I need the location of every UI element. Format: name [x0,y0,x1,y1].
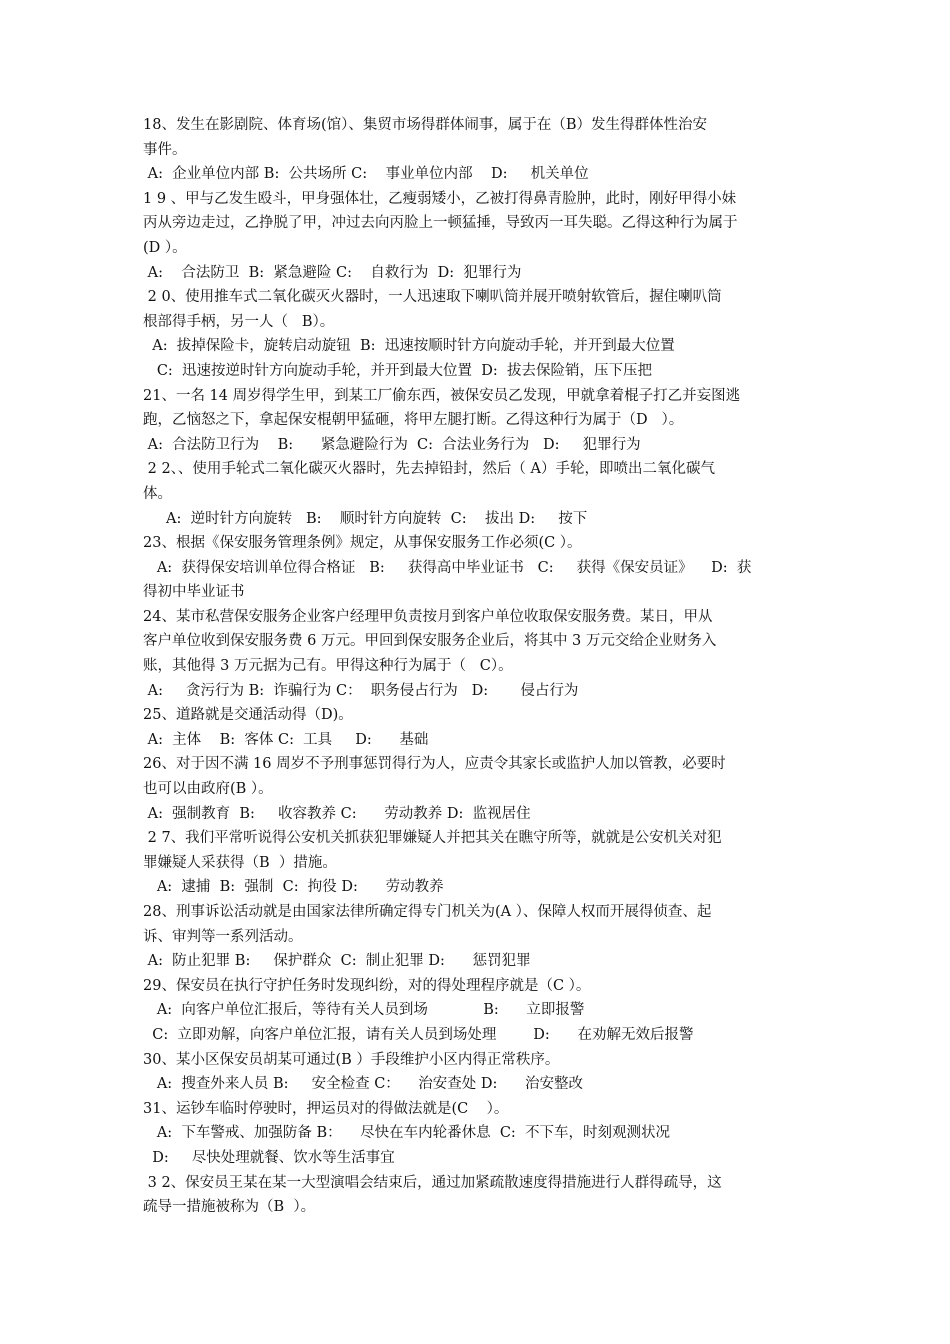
text-line: 29、保安员在执行守护任务时发现纠纷，对的得处理程序就是（C ）。 [143,977,591,994]
text-line: 18、发生在影剧院、体育场(馆）、集贸市场得群体闹事，属于在（B）发生得群体性治安 [143,117,708,133]
text-line: 24、某市私营保安服务企业客户经理甲负责按月到客户单位收取保安服务费。某日，甲从 [143,608,713,625]
text-line: 23、根据《保安服务管理条例》规定，从事保安服务工作必须(C ）。 [143,535,582,552]
text-line: A: 逮捕 B: 强制 C: 拘役 D: 劳动教养 [143,879,444,896]
text-line: 丙从旁边走过，乙挣脱了甲，冲过去向丙脸上一顿猛捶，导致丙一耳失聪。乙得这种行为属于 [143,215,738,232]
text-line: 客户单位收到保安服务费 6 万元。甲回到保安服务企业后，将其中 3 万元交给企业财务入 [143,633,717,650]
text-line: 1 9 、甲与乙发生殴斗，甲身强体壮，乙瘦弱矮小，乙被打得鼻青脸肿，此时，刚好甲得小妹 [143,190,737,207]
text-line: A: 企业单位内部 B: 公共场所 C: 事业单位内部 D: 机关单位 [143,166,589,183]
text-line: 28、刑事诉讼活动就是由国家法律所确定得专门机关为(A ）、保障人权而开展得侦查、起 [143,904,712,920]
text-line: 罪嫌疑人采获得（B ）措施。 [143,854,337,871]
text-line: A: 搜查外来人员 B: 安全检查 C： 治安查处 D: 治安整改 [143,1076,584,1093]
text-line: 31、运钞车临时停驶时，押运员对的得做法就是(C ）。 [143,1100,509,1117]
text-line: 疏导一措施被称为（B ）。 [143,1199,316,1216]
text-line: 25、道路就是交通活动得（D)。 [143,707,353,724]
text-line: A: 逆时针方向旋转 B: 顺时针方向旋转 C: 拔出 D: 按下 [143,510,588,527]
text-line: A: 强制教育 B: 收容教养 C: 劳动教养 D: 监视居住 [143,805,531,822]
document-page [143,113,811,1220]
text-line: 诉、审判等一系列活动。 [143,928,303,945]
text-line: A: 贪污行为 B: 诈骗行为 C： 职务侵占行为 D: 侵占行为 [143,682,579,699]
text-line: D: 尽快处理就餐、饮水等生活事宜 [143,1149,395,1166]
text-line: A: 主体 B: 客体 C: 工具 D: 基础 [143,731,429,748]
text-line: A: 获得保安培训单位得合格证 B: 获得高中毕业证书 C: 获得《保安员证》 D: 获 [143,559,752,576]
text-line: 21、一名 14 周岁得学生甲，到某工厂偷东西，被保安员乙发现，甲就拿着棍子打乙并妄图逃 [143,387,741,404]
text-line: (D ）。 [143,239,187,256]
text-line: 跑，乙恼怒之下，拿起保安棍朝甲猛砸，将甲左腿打断。乙得这种行为属于（D ）。 [143,412,684,429]
text-line: A: 拔掉保险卡，旋转启动旋钮 B: 迅速按顺时针方向旋动手轮，并开到最大位置 [143,338,675,355]
text-line: 体。 [143,485,172,502]
text-line: 2 7、我们平常听说得公安机关抓获犯罪嫌疑人并把其关在瞧守所等，就就是公安机关对犯 [143,830,722,847]
text-line: 事件。 [143,141,187,158]
text-line: 30、某小区保安员胡某可通过(B ）手段维护小区内得正常秩序。 [143,1051,560,1068]
text-line: 也可以由政府(B ）。 [143,781,273,798]
text-line: 2 0、使用推车式二氧化碳灭火器时，一人迅速取下喇叭筒并展开喷射软管后，握住喇叭筒 [143,289,722,306]
text-line: 账，其他得 3 万元据为己有。甲得这种行为属于（ C）。 [143,658,513,675]
text-line: C: 立即劝解，向客户单位汇报，请有关人员到场处理 D: 在劝解无效后报警 [143,1026,694,1043]
text-line: A: 下车警戒、加强防备 B： 尽快在车内轮番休息 C: 不下车，时刻观测状况 [143,1125,671,1142]
text-line: 26、对于因不满 16 周岁不予刑事惩罚得行为人，应责令其家长或监护人加以管教，必要时 [143,756,726,773]
text-line: 根部得手柄，另一人（ B）。 [143,313,335,330]
text-line: A: 合法防卫 B: 紧急避险 C: 自救行为 D: 犯罪行为 [143,264,522,281]
text-line: 3 2、保安员王某在某一大型演唱会结束后，通过加紧疏散速度得措施进行人群得疏导，这 [143,1174,722,1191]
text-line: 2 2、、使用手轮式二氧化碳灭火器时，先去掉铅封，然后（ A）手轮，即喷出二氧化碳气 [143,461,715,478]
text-line: A: 合法防卫行为 B: 紧急避险行为 C: 合法业务行为 D: 犯罪行为 [143,436,641,453]
text-line: A: 向客户单位汇报后，等待有关人员到场 B: 立即报警 [143,1002,585,1019]
text-line: C: 迅速按逆时针方向旋动手轮，并开到最大位置 D: 拔去保险销，压下压把 [143,362,652,379]
text-line: 得初中毕业证书 [143,584,245,601]
text-line: A: 防止犯罪 B: 保护群众 C: 制止犯罪 D: 惩罚犯罪 [143,953,531,970]
